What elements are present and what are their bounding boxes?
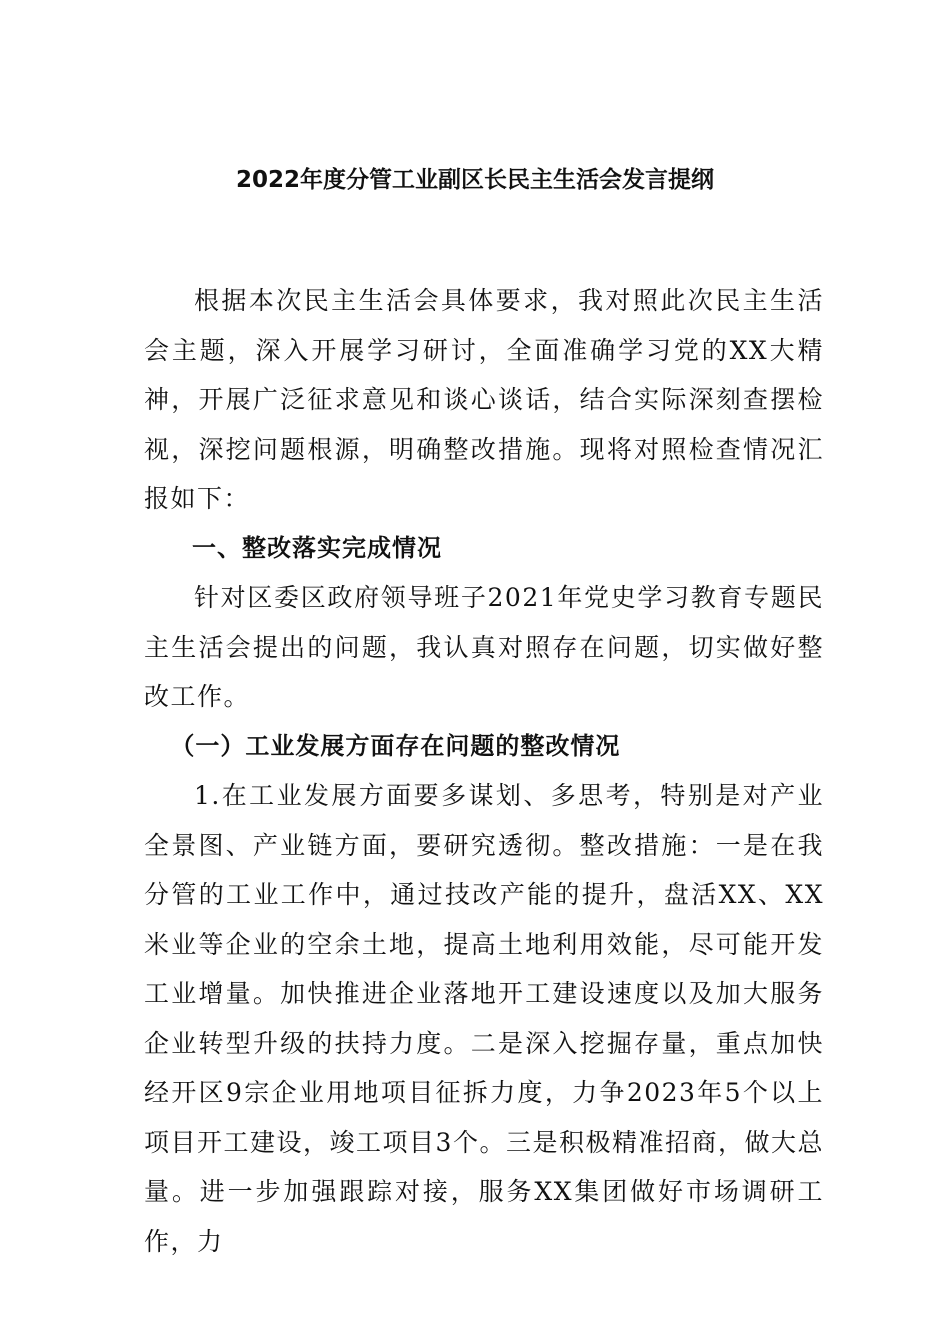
section-heading-1: 一、整改落实完成情况 xyxy=(192,533,442,562)
intro-paragraph: 根据本次民主生活会具体要求，我对照此次民主生活会主题，深入开展学习研讨，全面准确学习党的XX大精神，开展广泛征求意见和谈心谈话，结合实际深刻查摆检视，深挖问题根源，明确整改措施。现将对照检查情况汇报如下： xyxy=(144,286,824,513)
section-1-paragraph: 针对区委区政府领导班子2021年党史学习教育专题民主生活会提出的问题，我认真对照存在问题，切实做好整改工作。 xyxy=(144,583,824,711)
document-body xyxy=(144,276,824,1266)
subsection-heading-1: （一）工业发展方面存在问题的整改情况 xyxy=(170,731,621,760)
item-1-paragraph: 1.在工业发展方面要多谋划、多思考，特别是对产业全景图、产业链方面，要研究透彻。整改措施：一是在我分管的工业工作中，通过技改产能的提升，盘活XX、XX米业等企业的空余土地，提高土地利用效能，尽可能开发工业增量。加快推进企业落地开工建设速度以及加大服务企业转型升级的扶持力度。二是深入挖掘存量，重点加快经开区9宗企业用地项目征拆力度，力争2023年5个以上项目开工建设，竣工项目3个。三是积极精准招商，做大总量。进一步加强跟踪对接，服务XX集团做好市场调研工作，力 xyxy=(144,781,824,1256)
document-title: 2022年度分管工业副区长民主生活会发言提纲 xyxy=(235,167,714,193)
